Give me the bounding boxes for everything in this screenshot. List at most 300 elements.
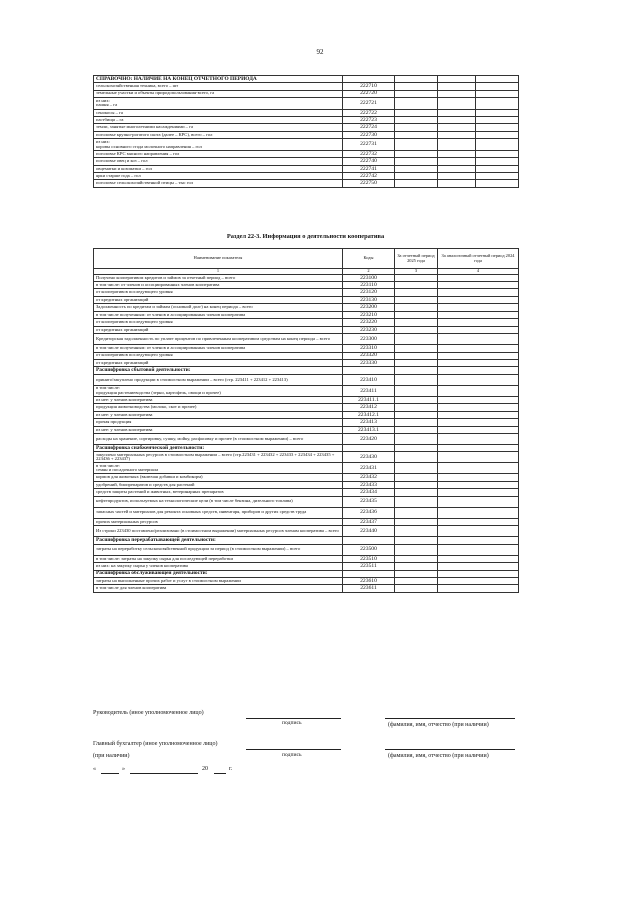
current-period-cell[interactable] [395, 326, 438, 333]
head-name-caption: (фамилия, имя, отчество (при наличии) [388, 722, 489, 728]
row-code: 223610 [343, 577, 395, 584]
table-row [94, 172, 519, 179]
value-cell[interactable] [395, 76, 438, 83]
row-label: затраты на выполненные прочих работ и услуг в стоимостном выражении [94, 577, 343, 584]
row-label: от кооперативов последующего уровня [94, 352, 343, 359]
row-code: 223300 [343, 334, 395, 345]
row-code [343, 570, 395, 577]
previous-period-cell[interactable] [438, 481, 519, 488]
row-code: 223431 [343, 463, 395, 474]
value-cell[interactable] [395, 97, 438, 109]
row-label: земли, занятые многолетними насаждениями – га [94, 124, 343, 131]
table-row [94, 496, 519, 507]
previous-period-cell[interactable] [438, 563, 519, 570]
row-label: от кооперативов последующего уровня [94, 319, 343, 326]
row-label: нефтепродуктов, используемых на технологические цели (в том числе бензина, дизельного топлива) [94, 496, 343, 507]
section-heading: Расшифровка сбытовой деятельности: [94, 367, 343, 374]
previous-period-cell[interactable] [438, 496, 519, 507]
table-row [94, 359, 519, 366]
row-code: 223120 [343, 289, 395, 296]
current-period-cell[interactable] [395, 489, 438, 496]
row-code: 223110 [343, 282, 395, 289]
value-cell[interactable] [395, 109, 438, 116]
value-cell[interactable] [476, 97, 519, 109]
value-cell[interactable] [476, 172, 519, 179]
row-label: в том числе: продукция растениеводства (зерно, картофель, овощи и прочее) [94, 385, 343, 396]
header-previous-period: За аналогичный отчетный период 2024 года [438, 249, 519, 269]
row-label: СПРАВОЧНО: НАЛИЧИЕ НА КОНЕЦ ОТЧЕТНОГО ПЕРИОДА [94, 76, 343, 83]
previous-period-cell[interactable] [438, 434, 519, 445]
row-code: 223611 [343, 585, 395, 592]
value-cell[interactable] [395, 151, 438, 158]
table-row [94, 411, 519, 418]
row-code: 222730 [343, 131, 395, 138]
previous-period-cell[interactable] [438, 426, 519, 433]
value-cell[interactable] [438, 76, 476, 83]
row-label: из них: на закупку сырья у членов кооператива [94, 563, 343, 570]
current-period-cell[interactable] [395, 352, 438, 359]
row-code: 223410 [343, 374, 395, 385]
value-cell[interactable] [476, 139, 519, 151]
table-row [94, 474, 519, 481]
row-label: в том числе: затраты на закупку сырья для последующей переработки [94, 555, 343, 562]
row-code: 223440 [343, 526, 395, 537]
column-number: 4 [438, 269, 519, 275]
table-row [94, 319, 519, 326]
row-code: 223320 [343, 352, 395, 359]
previous-period-cell[interactable] [438, 352, 519, 359]
accountant-sub: (при наличии) [93, 753, 130, 759]
current-period-cell[interactable] [395, 311, 438, 318]
previous-period-cell[interactable] [438, 385, 519, 396]
row-code: 223433 [343, 481, 395, 488]
value-cell[interactable] [438, 97, 476, 109]
row-label: в том числе: семян и посадочного материала [94, 463, 343, 474]
section-heading: Расшифровка снабженческой деятельности: [94, 445, 343, 452]
row-label: сенокосы – га [94, 109, 343, 116]
row-code: 222720 [343, 90, 395, 97]
row-code: 222722 [343, 109, 395, 116]
current-period-cell[interactable] [395, 289, 438, 296]
value-cell[interactable] [476, 165, 519, 172]
value-cell[interactable] [395, 124, 438, 131]
row-code: 222740 [343, 158, 395, 165]
row-label: затраты на переработку сельскохозяйственной продукции за период (в стоимостном выражении) – всего [94, 544, 343, 555]
row-label: сельскохозяйственная техника, всего – шт [94, 83, 343, 90]
table-row [94, 537, 519, 544]
row-label: от кредитных организаций [94, 326, 343, 333]
current-period-cell[interactable] [395, 537, 438, 544]
table-row [94, 463, 519, 474]
table-row [94, 396, 519, 403]
value-cell[interactable] [476, 151, 519, 158]
row-code [343, 537, 395, 544]
previous-period-cell[interactable] [438, 507, 519, 518]
row-code: 223434 [343, 489, 395, 496]
current-period-cell[interactable] [395, 274, 438, 281]
previous-period-cell[interactable] [438, 304, 519, 311]
date-day-line [101, 773, 119, 774]
row-code: 223210 [343, 311, 395, 318]
value-cell[interactable] [438, 180, 476, 187]
row-code: 223310 [343, 345, 395, 352]
row-label: ярки старше года – гол [94, 172, 343, 179]
current-period-cell[interactable] [395, 319, 438, 326]
row-code: 222750 [343, 180, 395, 187]
head-sign-caption: подпись [282, 720, 302, 726]
value-cell[interactable] [395, 117, 438, 124]
row-code: 222723 [343, 117, 395, 124]
value-cell[interactable] [438, 158, 476, 165]
reference-table [93, 75, 519, 188]
row-code: 223130 [343, 296, 395, 303]
column-number: 3 [395, 269, 438, 275]
table-row [94, 434, 519, 445]
table-row [94, 489, 519, 496]
previous-period-cell[interactable] [438, 311, 519, 318]
column-number: 2 [343, 269, 395, 275]
previous-period-cell[interactable] [438, 570, 519, 577]
table-header-row [94, 249, 519, 269]
previous-period-cell[interactable] [438, 345, 519, 352]
table-row [94, 426, 519, 433]
date-month-line [130, 773, 198, 774]
row-label: поголовье КРС мясного направления – гол [94, 151, 343, 158]
current-period-cell[interactable] [395, 334, 438, 345]
row-label: в том числе полученным: от членов и ассоциированных членов кооператива [94, 311, 343, 318]
table-row [94, 452, 519, 463]
row-label: из них: пашня – га [94, 97, 343, 109]
value-cell[interactable] [476, 180, 519, 187]
row-code: 222721 [343, 97, 395, 109]
row-label: принято/закуплено продукции в стоимостном выражении – всего (стр. 223411 + 223412 + 223413) [94, 374, 343, 385]
table-row [94, 97, 519, 109]
previous-period-cell[interactable] [438, 526, 519, 537]
row-code: 223411 [343, 385, 395, 396]
value-cell[interactable] [438, 109, 476, 116]
row-code: 222724 [343, 124, 395, 131]
current-period-cell[interactable] [395, 345, 438, 352]
row-code: 223413.1 [343, 426, 395, 433]
current-period-cell[interactable] [395, 570, 438, 577]
table-row [94, 117, 519, 124]
current-period-cell[interactable] [395, 367, 438, 374]
value-cell[interactable] [476, 124, 519, 131]
current-period-cell[interactable] [395, 555, 438, 562]
value-cell[interactable] [438, 172, 476, 179]
date-close-quote: » [122, 766, 125, 772]
previous-period-cell[interactable] [438, 555, 519, 562]
value-cell[interactable] [438, 124, 476, 131]
table-row [94, 289, 519, 296]
table-row [94, 83, 519, 90]
current-period-cell[interactable] [395, 544, 438, 555]
row-code: 223100 [343, 274, 395, 281]
table-row [94, 570, 519, 577]
previous-period-cell[interactable] [438, 463, 519, 474]
row-label: из нее: у членов кооператива [94, 426, 343, 433]
previous-period-cell[interactable] [438, 289, 519, 296]
value-cell[interactable] [438, 83, 476, 90]
previous-period-cell[interactable] [438, 585, 519, 592]
current-period-cell[interactable] [395, 296, 438, 303]
row-label: средств защиты растений и животных, ветеринарных препаратов [94, 489, 343, 496]
previous-period-cell[interactable] [438, 374, 519, 385]
row-code: 223412.1 [343, 411, 395, 418]
current-period-cell[interactable] [395, 304, 438, 311]
row-label: поголовье овец и коз – гол [94, 158, 343, 165]
row-label: от кредитных организаций [94, 359, 343, 366]
row-code: 223412 [343, 404, 395, 411]
row-code: 222710 [343, 83, 395, 90]
previous-period-cell[interactable] [438, 319, 519, 326]
date-open-quote: « [93, 766, 96, 772]
row-code: 223435 [343, 496, 395, 507]
table-row [94, 282, 519, 289]
current-period-cell[interactable] [395, 481, 438, 488]
table-row [94, 419, 519, 426]
row-label: удобрений, биопрепаратов и средств для растений [94, 481, 343, 488]
current-period-cell[interactable] [395, 507, 438, 518]
row-code: 223200 [343, 304, 395, 311]
header-current-period: За отчетный период 2025 года [395, 249, 438, 269]
table-row [94, 304, 519, 311]
row-label: Из строки 223430 поставлено/реализовано (в стоимостном выражении) материальных ресурсов членам кооператива – всего [94, 526, 343, 537]
accountant-label: Главный бухгалтер (иное уполномоченное лицо) [93, 741, 218, 747]
row-label: Задолженность по кредитам и займам (основной долг) на конец периода – всего [94, 304, 343, 311]
row-code [343, 367, 395, 374]
value-cell[interactable] [438, 151, 476, 158]
row-code: 223230 [343, 326, 395, 333]
row-code: 223432 [343, 474, 395, 481]
row-label: Кредиторская задолженность по уплате процентов по привлеченным кооперативом средствам на конец периода – всего [94, 334, 343, 345]
current-period-cell[interactable] [395, 411, 438, 418]
previous-period-cell[interactable] [438, 326, 519, 333]
table-row [94, 139, 519, 151]
current-period-cell[interactable] [395, 404, 438, 411]
row-code [343, 76, 395, 83]
table-row [94, 76, 519, 83]
value-cell[interactable] [476, 158, 519, 165]
current-period-cell[interactable] [395, 526, 438, 537]
table-row [94, 585, 519, 592]
previous-period-cell[interactable] [438, 282, 519, 289]
row-code: 223430 [343, 452, 395, 463]
accountant-sign-caption: подпись [282, 752, 302, 758]
value-cell[interactable] [395, 139, 438, 151]
row-label: Получено кооперативом кредитов и займов за отчетный период – всего [94, 274, 343, 281]
accountant-name-caption: (фамилия, имя, отчество (при наличии) [388, 753, 489, 759]
table-row [94, 326, 519, 333]
row-label: поголовье сельскохозяйственной птицы – тыс гол [94, 180, 343, 187]
row-label: земельные участки и объекты природопользования-всего, га [94, 90, 343, 97]
table-row [94, 544, 519, 555]
row-label: закуплено материальных ресурсов в стоимостном выражении – всего (стр.223431 + 223432 + 223433 + 223434 + 223435 + 223436 + 223437) [94, 452, 343, 463]
head-sign-line [246, 718, 341, 719]
table-row [94, 404, 519, 411]
previous-period-cell[interactable] [438, 452, 519, 463]
value-cell[interactable] [438, 131, 476, 138]
value-cell[interactable] [438, 117, 476, 124]
value-cell[interactable] [476, 117, 519, 124]
previous-period-cell[interactable] [438, 334, 519, 345]
current-period-cell[interactable] [395, 452, 438, 463]
section-title: Раздел 22-3. Информация о деятельности кооператива [226, 233, 385, 240]
row-label: поголовье крупно-рогатого скота (далее – КРС), всего – гол [94, 131, 343, 138]
value-cell[interactable] [395, 131, 438, 138]
current-period-cell[interactable] [395, 359, 438, 366]
date-suffix: г. [229, 766, 233, 772]
current-period-cell[interactable] [395, 396, 438, 403]
table-row [94, 577, 519, 584]
current-period-cell[interactable] [395, 518, 438, 525]
current-period-cell[interactable] [395, 426, 438, 433]
previous-period-cell[interactable] [438, 296, 519, 303]
previous-period-cell[interactable] [438, 404, 519, 411]
date-year-line [214, 773, 226, 774]
table-row [94, 158, 519, 165]
row-label: пастбища – га [94, 117, 343, 124]
table-row [94, 507, 519, 518]
row-code: 223500 [343, 544, 395, 555]
row-label: расходы на хранение, сортировку, сушку, мойку, расфасовку и прочее (в стоимостном выражении) – всего [94, 434, 343, 445]
value-cell[interactable] [395, 83, 438, 90]
value-cell[interactable] [395, 158, 438, 165]
table-row [94, 334, 519, 345]
row-label: в том числе: от членов и ассоциированных членов кооператива [94, 282, 343, 289]
table-row [94, 151, 519, 158]
table-row [94, 518, 519, 525]
row-label: от кредитных организаций [94, 296, 343, 303]
row-code: 223437 [343, 518, 395, 525]
row-code: 223413 [343, 419, 395, 426]
table-row [94, 374, 519, 385]
table-row [94, 131, 519, 138]
table-row [94, 481, 519, 488]
row-code: 222741 [343, 165, 395, 172]
current-period-cell[interactable] [395, 577, 438, 584]
row-label: прочая продукция [94, 419, 343, 426]
row-label: от кооперативов последующего уровня [94, 289, 343, 296]
previous-period-cell[interactable] [438, 274, 519, 281]
table-row [94, 165, 519, 172]
value-cell[interactable] [476, 109, 519, 116]
accountant-name-line [385, 749, 515, 750]
row-code: 223511 [343, 563, 395, 570]
table-row [94, 555, 519, 562]
current-period-cell[interactable] [395, 445, 438, 452]
page-number: 92 [316, 48, 324, 56]
current-period-cell[interactable] [395, 563, 438, 570]
table-row [94, 367, 519, 374]
table-row [94, 180, 519, 187]
current-period-cell[interactable] [395, 585, 438, 592]
table-row [94, 352, 519, 359]
value-cell[interactable] [476, 76, 519, 83]
previous-period-cell[interactable] [438, 367, 519, 374]
row-label: продукция животноводства (молоко, скот и прочее) [94, 404, 343, 411]
current-period-cell[interactable] [395, 496, 438, 507]
current-period-cell[interactable] [395, 374, 438, 385]
previous-period-cell[interactable] [438, 577, 519, 584]
row-label: из нее: у членов кооператива [94, 396, 343, 403]
table-row [94, 563, 519, 570]
table-row [94, 90, 519, 97]
value-cell[interactable] [395, 90, 438, 97]
table-row [94, 296, 519, 303]
column-number: 1 [94, 269, 343, 275]
previous-period-cell[interactable] [438, 518, 519, 525]
current-period-cell[interactable] [395, 463, 438, 474]
previous-period-cell[interactable] [438, 537, 519, 544]
row-label: запасных частей и материалов для ремонта основных средств, инвентаря, приборов и других средств труда [94, 507, 343, 518]
date-year-prefix: 20 [202, 766, 208, 772]
table-row [94, 109, 519, 116]
head-name-line [385, 718, 515, 719]
table-row [94, 311, 519, 318]
table-row [94, 345, 519, 352]
row-label: овцематки и козоматки – гол [94, 165, 343, 172]
head-label: Руководитель (иное уполномоченное лицо) [93, 710, 204, 716]
row-label: из них: коровы основного стада молочного направления – гол [94, 139, 343, 151]
value-cell[interactable] [395, 172, 438, 179]
row-label: из нее: у членов кооператива [94, 411, 343, 418]
value-cell[interactable] [438, 90, 476, 97]
current-period-cell[interactable] [395, 385, 438, 396]
row-code: 223411.1 [343, 396, 395, 403]
row-code: 223420 [343, 434, 395, 445]
cooperative-activity-table [93, 248, 519, 593]
value-cell[interactable] [395, 165, 438, 172]
current-period-cell[interactable] [395, 282, 438, 289]
previous-period-cell[interactable] [438, 474, 519, 481]
row-code: 223436 [343, 507, 395, 518]
previous-period-cell[interactable] [438, 445, 519, 452]
current-period-cell[interactable] [395, 419, 438, 426]
section-heading: Расшифровка перерабатывающей деятельности: [94, 537, 343, 544]
previous-period-cell[interactable] [438, 419, 519, 426]
value-cell[interactable] [438, 165, 476, 172]
previous-period-cell[interactable] [438, 396, 519, 403]
row-label: в том числе полученным: от членов и ассоциированных членов кооператива [94, 345, 343, 352]
row-code [343, 445, 395, 452]
current-period-cell[interactable] [395, 434, 438, 445]
value-cell[interactable] [476, 90, 519, 97]
table-row [94, 124, 519, 131]
previous-period-cell[interactable] [438, 411, 519, 418]
table-row [94, 445, 519, 452]
previous-period-cell[interactable] [438, 359, 519, 366]
row-label: прочих материальных ресурсов [94, 518, 343, 525]
value-cell[interactable] [476, 131, 519, 138]
row-code: 223510 [343, 555, 395, 562]
header-name: Наименование показателя [94, 249, 343, 269]
value-cell[interactable] [395, 180, 438, 187]
row-code: 223220 [343, 319, 395, 326]
table-row [94, 385, 519, 396]
value-cell[interactable] [438, 139, 476, 151]
previous-period-cell[interactable] [438, 489, 519, 496]
row-label: кормов для животных (включая добавки и комбикорм) [94, 474, 343, 481]
section-heading: Расшифровка обслуживающей деятельности: [94, 570, 343, 577]
current-period-cell[interactable] [395, 474, 438, 481]
previous-period-cell[interactable] [438, 544, 519, 555]
value-cell[interactable] [476, 83, 519, 90]
row-code: 222742 [343, 172, 395, 179]
header-code: Коды [343, 249, 395, 269]
row-code: 223330 [343, 359, 395, 366]
accountant-sign-line [246, 749, 341, 750]
